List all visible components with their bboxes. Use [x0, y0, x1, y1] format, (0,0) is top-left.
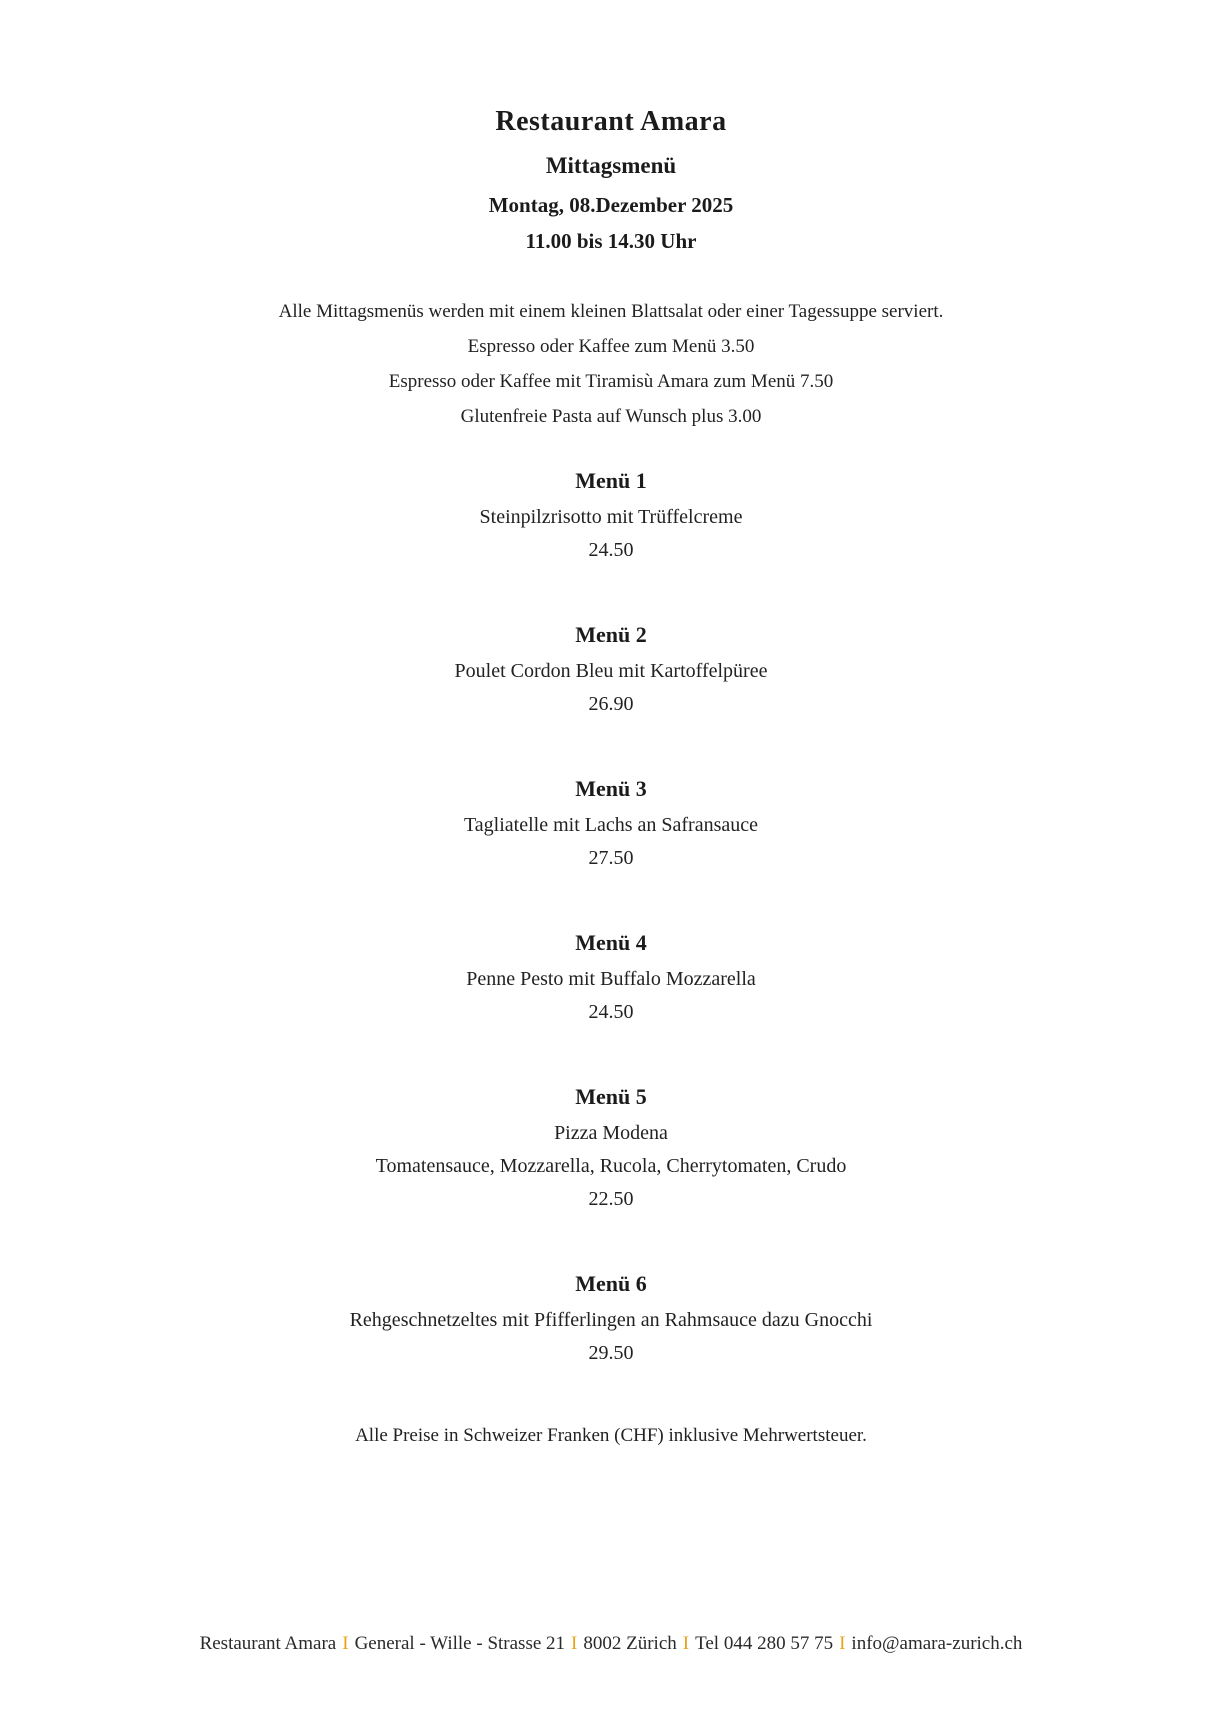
menu-item-dish: Penne Pesto mit Buffalo Mozzarella — [466, 968, 756, 990]
menu-item-price: 26.90 — [588, 693, 634, 715]
menu-item-price: 29.50 — [588, 1342, 634, 1364]
menu-item-3 — [0, 776, 1222, 868]
menu-item-5 — [0, 1084, 1222, 1209]
restaurant-title: Restaurant Amara — [495, 106, 727, 137]
footer-separator: I — [682, 1633, 690, 1654]
footer-phone: Tel 044 280 57 75 — [695, 1633, 834, 1654]
menu-item-price: 27.50 — [588, 847, 634, 869]
footer-contact-line — [0, 1633, 1222, 1655]
intro-section — [0, 302, 1222, 426]
menu-item-name: Menü 4 — [575, 930, 647, 955]
menu-item-price: 22.50 — [588, 1188, 634, 1210]
menu-item-name: Menü 2 — [575, 622, 647, 647]
intro-glutenfree-note: Glutenfreie Pasta auf Wunsch plus 3.00 — [460, 406, 762, 427]
footer-restaurant-name: Restaurant Amara — [199, 1633, 337, 1654]
menu-item-4 — [0, 930, 1222, 1022]
intro-coffee-offer: Espresso oder Kaffee zum Menü 3.50 — [467, 336, 755, 357]
footer-separator: I — [342, 1633, 349, 1654]
menu-item-dish: Steinpilzrisotto mit Trüffelcreme — [479, 506, 743, 528]
intro-coffee-tiramisu-offer: Espresso oder Kaffee mit Tiramisù Amara zum Menü 7.50 — [388, 371, 834, 392]
vat-price-note: Alle Preise in Schweizer Franken (CHF) inklusive Mehrwertsteuer. — [355, 1425, 867, 1446]
menu-subtitle: Mittagsmenü — [545, 153, 677, 178]
footer-separator: I — [571, 1633, 578, 1654]
menu-item-dish-ingredients: Tomatensauce, Mozzarella, Rucola, Cherrytomaten, Crudo — [375, 1155, 847, 1177]
menu-date: Montag, 08.Dezember 2025 — [488, 193, 734, 217]
menu-item-price: 24.50 — [588, 539, 634, 561]
menu-item-dish: Rehgeschnetzeltes mit Pfifferlingen an Rahmsauce dazu Gnocchi — [349, 1309, 873, 1331]
footer-city: 8002 Zürich — [583, 1633, 677, 1654]
intro-salad-soup-note: Alle Mittagsmenüs werden mit einem kleinen Blattsalat oder einer Tagessuppe serviert. — [278, 301, 944, 322]
menu-item-price: 24.50 — [588, 1001, 634, 1023]
menu-item-2 — [0, 622, 1222, 714]
menu-item-name: Menü 3 — [575, 776, 647, 801]
footer-street: General - Wille - Strasse 21 — [354, 1633, 566, 1654]
menu-hours: 11.00 bis 14.30 Uhr — [525, 229, 697, 253]
menu-item-name: Menü 5 — [575, 1084, 647, 1109]
menu-item-dish: Pizza Modena — [554, 1122, 668, 1144]
menu-list — [0, 468, 1222, 1363]
menu-item-name: Menü 6 — [575, 1271, 647, 1296]
menu-item-6 — [0, 1271, 1222, 1363]
menu-item-1 — [0, 468, 1222, 560]
menu-item-dish: Tagliatelle mit Lachs an Safransauce — [463, 814, 759, 836]
footer-email: info@amara-zurich.ch — [851, 1633, 1023, 1654]
footer-separator: I — [839, 1633, 846, 1654]
menu-item-dish: Poulet Cordon Bleu mit Kartoffelpüree — [454, 660, 768, 682]
menu-item-name: Menü 1 — [575, 468, 647, 493]
